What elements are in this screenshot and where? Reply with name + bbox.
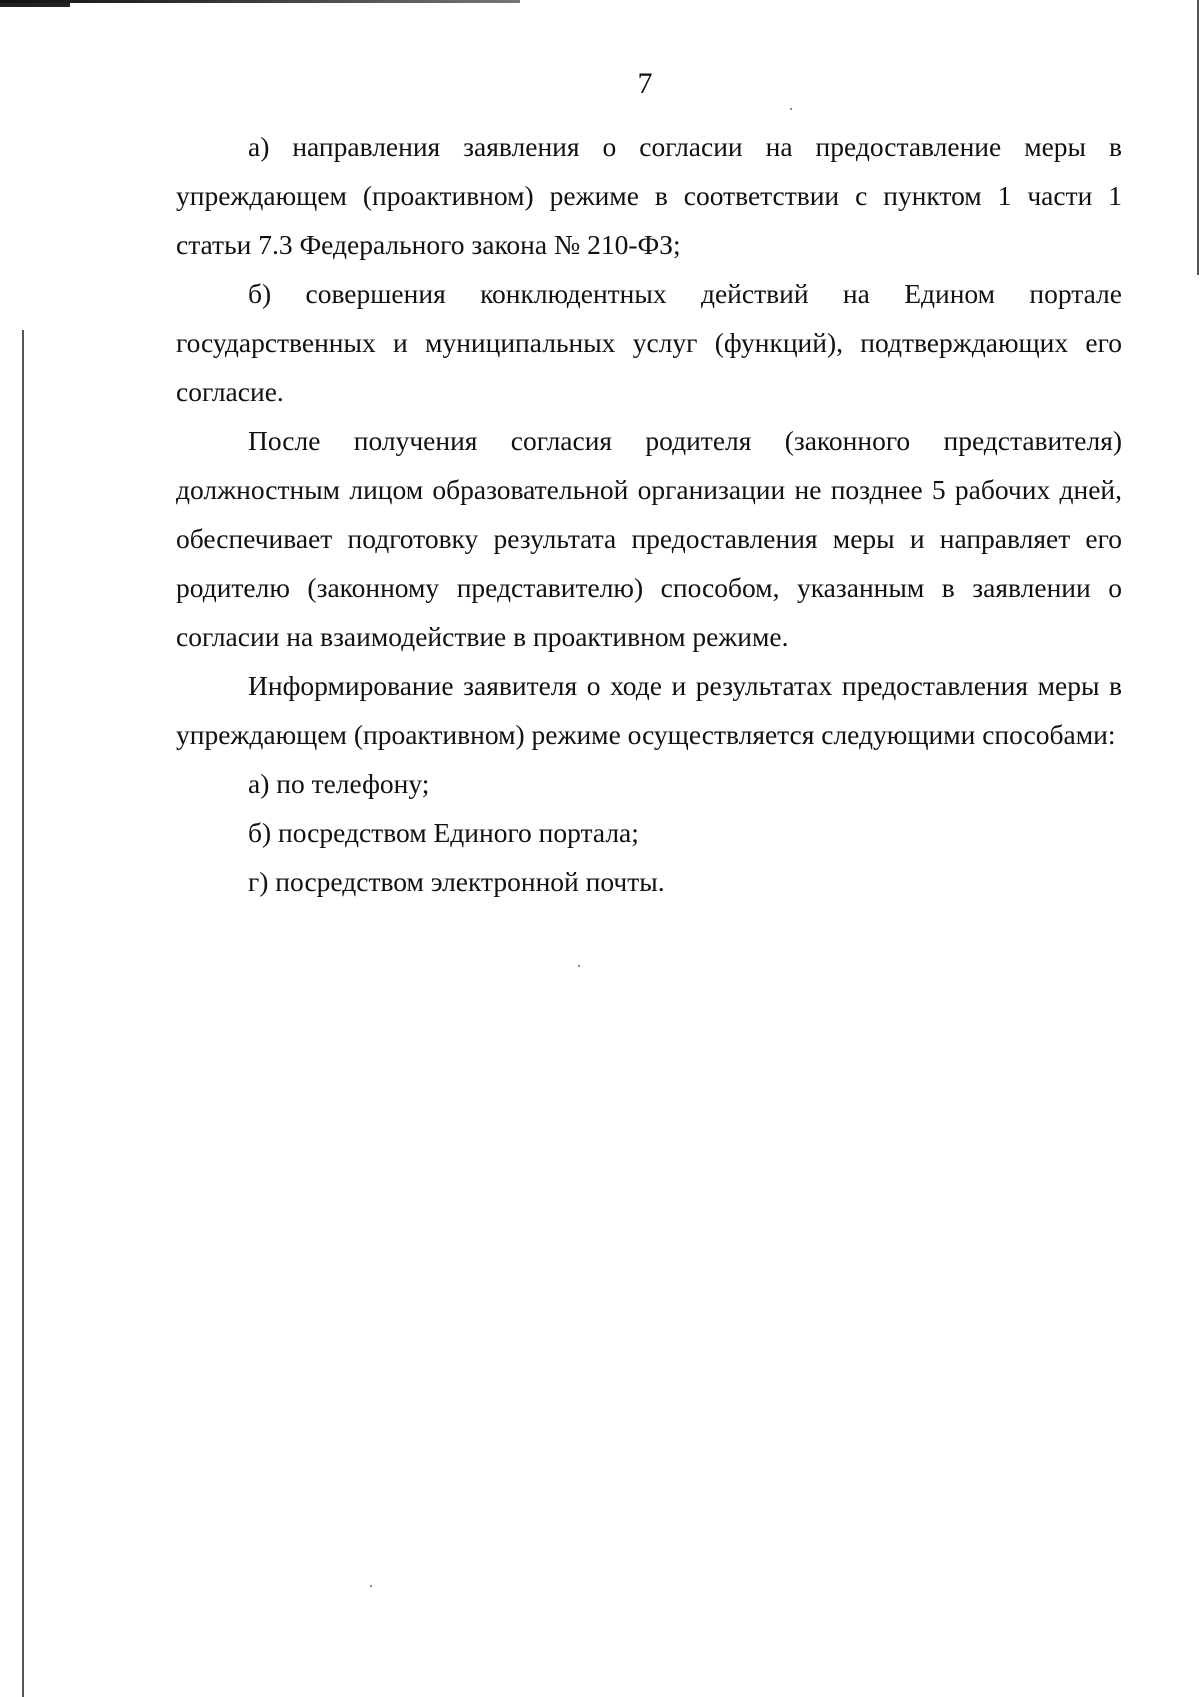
paragraph-item-a: а) направления заявления о согласии на предоставление меры в упреждающем (проактивном) режиме в соответствии с пунктом 1 части 1 статьи 7.3 Федерального закона № 210-ФЗ;: [176, 131, 1122, 260]
paragraph-after-consent: После получения согласия родителя (законного представителя) должностным лицом образовательной организации не позднее 5 рабочих дней, обеспечивает подготовку результата предоставления меры и направляет его родителю (законному представителю) способом, указанным в заявлении о согласии на взаимодействие в проактивном режиме.: [176, 425, 1122, 652]
scan-artifact-right-edge: [1197, 0, 1199, 275]
paragraph-informing: Информирование заявителя о ходе и результатах предоставления меры в упреждающем (проактивном) режиме осуществляется следующими способами:: [176, 670, 1122, 750]
scan-artifact-top-smudge: [0, 3, 70, 7]
list-item-phone: а) по телефону;: [248, 768, 430, 799]
paragraph-item-b: б) совершения конклюдентных действий на Едином портале государственных и муниципальных услуг (функций), подтверждающих его согласие.: [176, 278, 1122, 407]
document-body: [176, 122, 1122, 906]
page-number: 7: [637, 67, 653, 100]
scan-artifact-dot: [790, 108, 792, 110]
scan-artifact-dot: [578, 965, 580, 967]
scan-artifact-top-line: [0, 0, 520, 3]
list-item-portal: б) посредством Единого портала;: [248, 817, 639, 848]
scan-artifact-dot: [370, 1585, 372, 1587]
scan-artifact-left-edge: [22, 330, 24, 1697]
list-item-email: г) посредством электронной почты.: [248, 866, 665, 897]
